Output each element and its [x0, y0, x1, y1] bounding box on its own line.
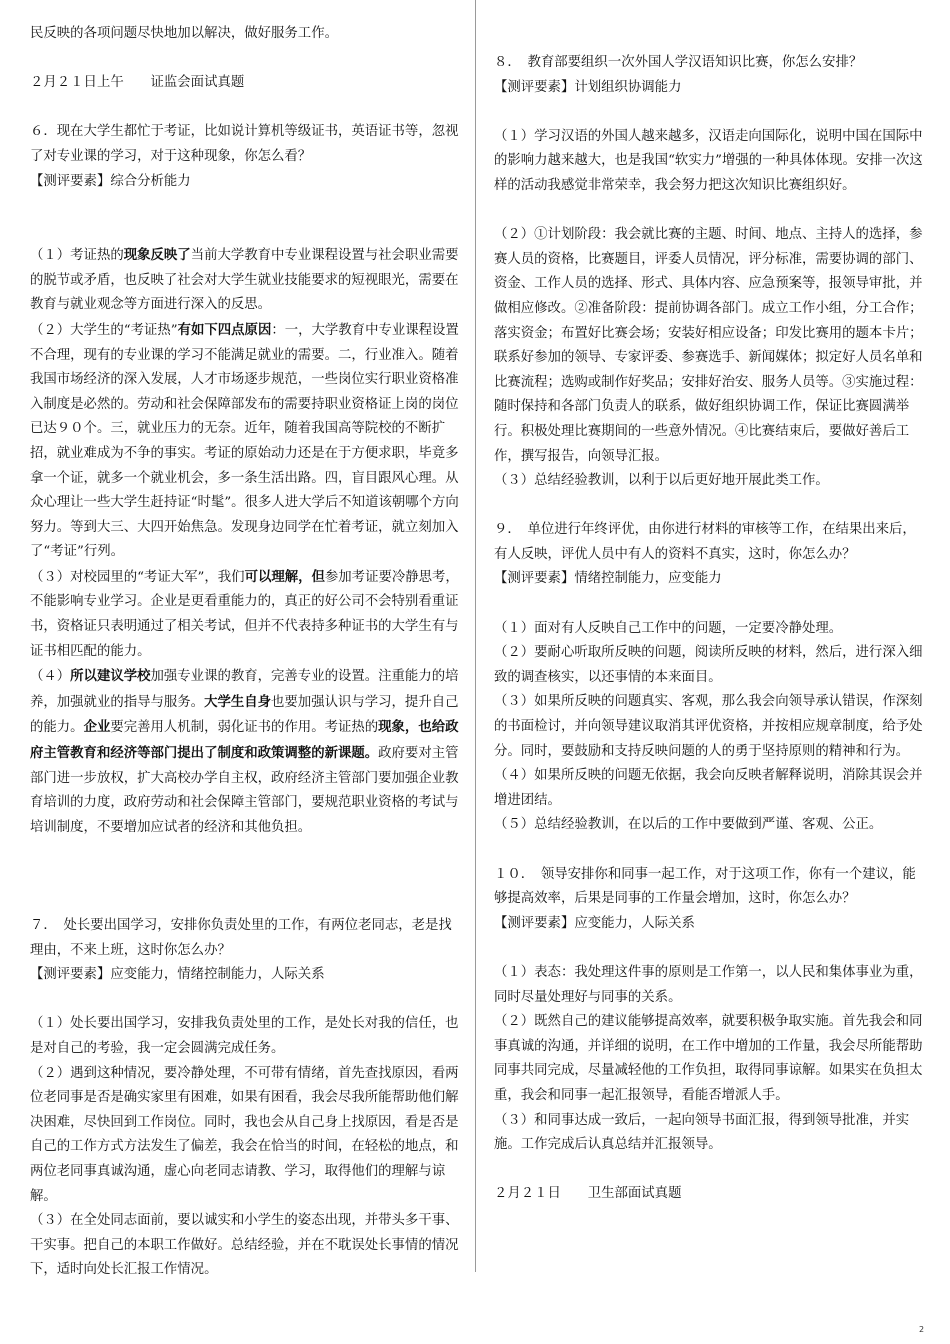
question-9: ９． 单位进行年终评优，由你进行材料的审核等工作，在结果出来后，有人反映，评优人员中有人的资料不真实，这时，你怎么办？ — [494, 522, 916, 562]
intro-text: 民反映的各项问题尽快地加以解决，做好服务工作。 — [30, 26, 338, 41]
answer-9-5: （５）总结经验教训，在以后的工作中要做到严谨、客观、公正。 — [494, 817, 883, 833]
answer-10-2: （２）既然自己的建议能够提高效率，就要积极争取实施。首先我会和同事真诚的沟通，并详细的说明，在工作中增加的工作量，我会尽所能帮助同事共同完成，尽量减轻他的工作负担，取得同事谅解。如果实在负担太重，我会和同事一起汇报领导，看能否增派人手。 — [494, 1014, 923, 1103]
answer-7-2: （２）遇到这种情况，要冷静处理，不可带有情绪，首先查找原因，看两位老同事是否是确实家里有困难，如果有困看，我会尽我所能帮助他们解决困难，尽快回到工作岗位。同时，我也会从自己身上找原因，看是否是自己的工作方式方法发生了偏差，我会在恰当的时间，在轻松的地点，和两位老同事真诚沟通，虚心向老同志请教、学习，取得他们的理解与谅解。 — [30, 1065, 459, 1204]
question-7: ７． 处长要出国学习，安排你负责处里的工作，有两位老同志，老是找理由，不来上班，这时你怎么办？ — [30, 918, 452, 958]
answer-6-2: （２）大学生的“考证热”有如下四点原因：一，大学教育中专业课程设置不合理，现有的专业课的学习不能满足就业的需要。二，行业准入。随着我国市场经济的深入发展，人才市场逐步规范，一些岗位实行职业资格准入制度是必然的。劳动和社会保障部发布的需要持职业资格证上岗的岗位已达９０个。三，就业压力的无奈。近年，随着我国高等院校的不断扩招，就业难成为不争的事实。考证的原始动力还是在于方便求职，毕竟多拿一个证，就多一个就业机会，多一条生活出路。四，盲目跟风心理。从众心理让一些大学生赶持证“时髦”。很多人进大学后不知道该朝哪个方向努力。等到大三、大四开始焦急。发现身边同学在忙着考证，就立刻加入了“考证”行列。 — [30, 321, 459, 560]
criteria-7: 【测评要素】应变能力，情绪控制能力，人际关系 — [30, 967, 325, 983]
criteria-8: 【测评要素】计划组织协调能力 — [494, 79, 682, 95]
answer-7-3: （３）在全处同志面前，要以诚实和小学生的姿态出现，并带头多干事、干实事。把自己的本职工作做好。总结经验，并在不耽误处长事情的情况下，适时向处长汇报工作情况。 — [30, 1213, 459, 1278]
answer-10-3: （３）和同事达成一致后，一起向领导书面汇报，得到领导批准，并实施。工作完成后认真总结并汇报领导。 — [494, 1112, 910, 1153]
question-10: １０． 领导安排你和同事一起工作，对于这项工作，你有一个建议，能够提高效率，后果是同事的工作量会增加，这时，你怎么办？ — [494, 866, 916, 907]
answer-9-3: （３）如果所反映的问题真实、客观，那么我会向领导承认错误，作深刻的书面检讨，并向领导建议取消其评优资格，并按相应规章制度，给予处分。同时，要鼓励和支持反映问题的人的勇于坚持原则的精神和行为。 — [494, 694, 923, 759]
answer-6-4: （４）所以建议学校加强专业课的教育，完善专业的设置。注重能力的培养，加强就业的指导与服务。大学生自身也要加强认识与学习，提升自己的能力。企业要完善用人机制，弱化证书的作用。考证热的现象，也给政府主管教育和经济等部门提出了制度和政策调整的新课题。政府要对主管部门进一步放权，扩大高校办学自主权，政府经济主管部门要加强企业教育培训的力度，政府劳动和社会保障主管部门，要规范职业资格的考试与培训制度，不要增加应试者的经济和其他负担。 — [30, 668, 459, 835]
right-column — [494, 51, 924, 1207]
answer-9-4: （４）如果所反映的问题无依据，我会向反映者解释说明，消除其误会并增进团结。 — [494, 768, 923, 808]
answer-9-1: （１）面对有人反映自己工作中的问题，一定要冷静处理。 — [494, 620, 843, 636]
left-column — [30, 22, 462, 1283]
answer-8-2: （２）①计划阶段：我会就比赛的主题、时间、地点、主持人的选择，参赛人员的资格，比赛题目，评委人员情况，评分标准，需要协调的部门、资金、工作人员的选择、形式、具体内容、应急预案等，报领导审批，并做相应修改。②准备阶段：提前协调各部门。成立工作小组，分工合作；落实资金；布置好比赛会场；安装好相应设备；印发比赛用的题本卡片；联系好参加的领导、专家评委、参赛选手、新闻媒体；拟定好人员名单和比赛流程；选购或制作好奖品；安排好治安、服务人员等。③实施过程：随时保持和各部门负责人的联系，做好组织协调工作，保证比赛圆满举行。积极处理比赛期间的一些意外情况。④比赛结束后，要做好善后工作，撰写报告，向领导汇报。 — [494, 227, 923, 464]
answer-6-1: （１）考证热的现象反映了当前大学教育中专业课程设置与社会职业需要的脱节或矛盾，也反映了社会对大学生就业技能要求的短视眼光，需要在教育与就业观念等方面进行深入的反思。 — [30, 247, 459, 313]
answer-10-1: （１）表态：我处理这件事的原则是工作第一，以人民和集体事业为重，同时尽量处理好与同事的关系。 — [494, 964, 923, 1005]
answer-6-3: （３）对校园里的“考证大军”，我们可以理解，但参加考证要冷静思考，不能影响专业学习。企业是更看重能力的，真正的好公司不会特别看重证书，资格证只表明通过了相关考试，但并不代表持多种证书的大学生有与证书相匹配的能力。 — [30, 568, 459, 659]
question-6: ６．现在大学生都忙于考证，比如说计算机等级证书，英语证书等，忽视了对专业课的学习，对于这种现象，你怎么看？ — [30, 124, 459, 164]
column-divider — [475, 0, 476, 1272]
criteria-10: 【测评要素】应变能力，人际关系 — [494, 915, 695, 931]
answer-8-1: （１）学习汉语的外国人越来越多，汉语走向国际化，说明中国在国际中的影响力越来越大，也是我国“软实力”增强的一种具体体现。安排一次这样的活动我感觉非常荣幸，我会努力把这次知识比赛组织好。 — [494, 128, 923, 193]
answer-8-3: （３）总结经验教训，以利于以后更好地开展此类工作。 — [494, 473, 829, 489]
session-header: ２月２１日上午 证监会面试真题 — [30, 75, 245, 91]
session-header-2: ２月２１日 卫生部面试真题 — [494, 1186, 682, 1202]
page-number: 2 — [919, 1325, 925, 1334]
criteria-9: 【测评要素】情绪控制能力，应变能力 — [494, 571, 722, 587]
question-8: ８． 教育部要组织一次外国人学汉语知识比赛，你怎么安排？ — [494, 55, 863, 70]
answer-7-1: （１）处长要出国学习，安排我负责处里的工作，是处长对我的信任，也是对自己的考验，我一定会圆满完成任务。 — [30, 1016, 459, 1056]
criteria-6: 【测评要素】综合分析能力 — [30, 173, 191, 189]
answer-9-2: （２）要耐心听取所反映的问题，阅读所反映的材料，然后，进行深入细致的调查核实，以还事情的本来面目。 — [494, 645, 923, 685]
